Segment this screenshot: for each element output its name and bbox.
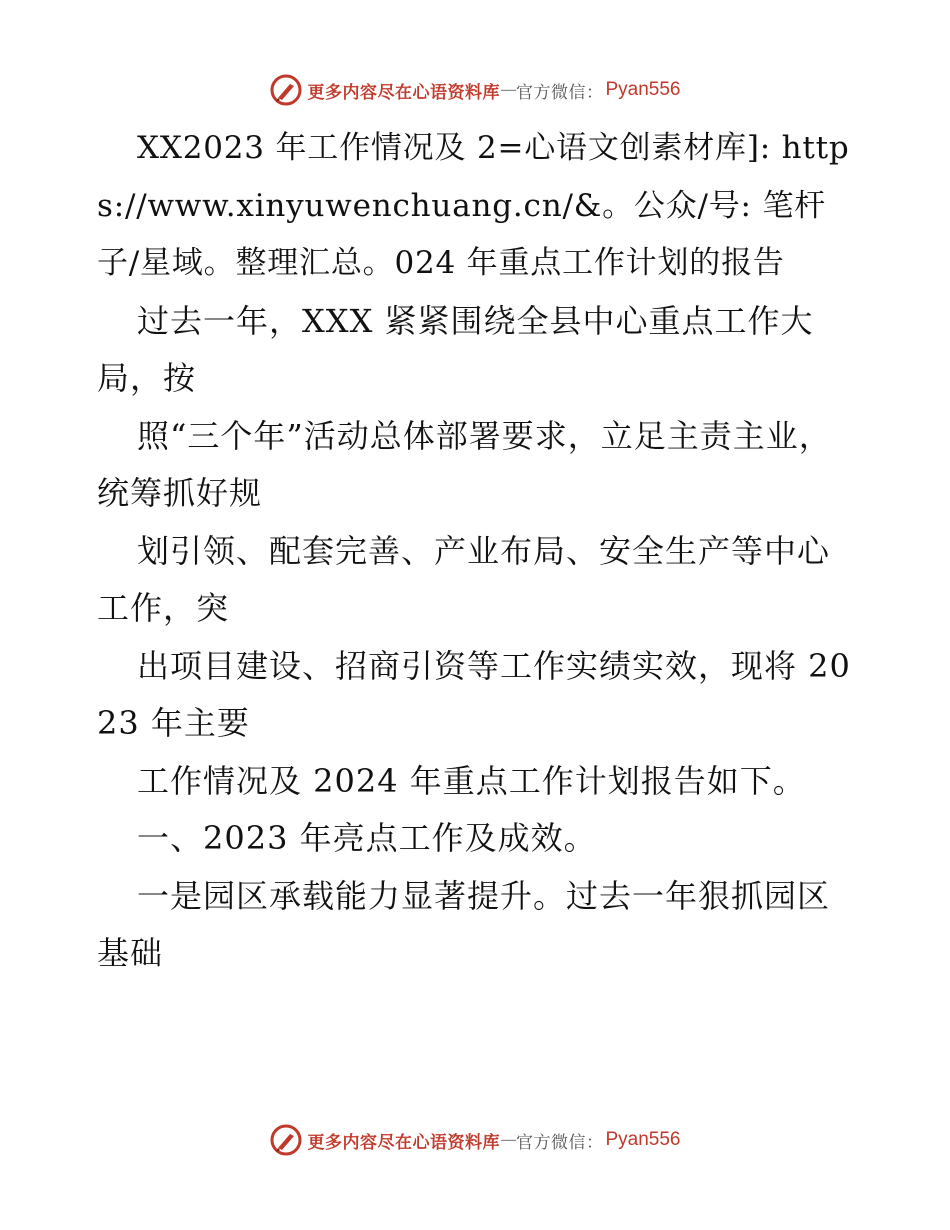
watermark-wechat-id: Pyan556 — [605, 79, 681, 100]
watermark-dash: — — [499, 1130, 516, 1150]
watermark-header — [0, 70, 950, 110]
watermark-text: 更多内容尽在心语资料库 — [307, 1132, 500, 1153]
paragraph: 工作情况及 2024 年重点工作计划报告如下。 — [137, 761, 806, 800]
document-body — [97, 120, 857, 983]
section-heading: 一、2023 年亮点工作及成效。 — [137, 819, 597, 857]
paragraph: 划引领、配套完善、产业布局、安全生产等中心工作，突 — [97, 531, 831, 627]
watermark-wechat-id: Pyan556 — [605, 1129, 681, 1150]
watermark-wechat-label: 官方微信： — [515, 1132, 604, 1153]
pen-logo-icon — [269, 73, 303, 107]
watermark-text: 更多内容尽在心语资料库 — [307, 82, 500, 103]
watermark-wechat-label: 官方微信： — [515, 82, 604, 103]
paragraph: 出项目建设、招商引资等工作实绩实效，现将 2023 年主要 — [97, 646, 851, 742]
watermark-footer — [0, 1120, 950, 1160]
paragraph: 照“三个年”活动总体部署要求，立足主责主业，统筹抓好规 — [97, 416, 832, 512]
watermark-dash: — — [499, 80, 516, 100]
pen-logo-icon — [269, 1123, 303, 1157]
paragraph: 过去一年，XXX 紧紧围绕全县中心重点工作大局，按 — [97, 301, 814, 397]
document-title-paragraph: XX2023 年工作情况及 2=心语文创素材库]: https://www.xinyuwenchuang.cn/&。公众/号: 笔杆子/星域。整理汇总。024 年重点工作计划的报告 — [97, 130, 850, 281]
paragraph: 一是园区承载能力显著提升。过去一年狠抓园区基础 — [97, 876, 831, 972]
